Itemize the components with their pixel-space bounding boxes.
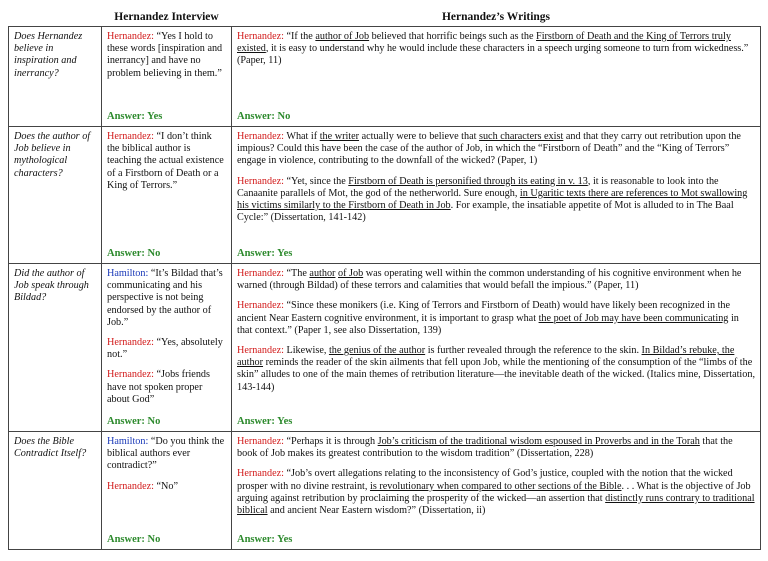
table-row bbox=[9, 127, 761, 264]
interview-answer: Answer: Yes bbox=[107, 110, 163, 122]
header-interview: Hernandez Interview bbox=[102, 8, 232, 27]
underlined-phrase: such characters exist bbox=[478, 131, 564, 142]
table-row bbox=[9, 264, 761, 432]
quote-text: , it is easy to understand why he would include these characters in a speech urging someone to turn from wickedness.” (Paper, 11) bbox=[237, 43, 749, 67]
quote-text: “Job’s overt allegations relating to the inconsistency of God’s justice, coupled with the notion that the wicked prosper with no divine restraint, bbox=[237, 468, 733, 492]
writing-quote bbox=[237, 300, 755, 337]
quote-text: “Perhaps it is through bbox=[286, 436, 378, 447]
writings-answer: Answer: Yes bbox=[237, 415, 293, 427]
quote-text: and that they carry out retribution upon the impious? Could this have been the case of the author of Job, in which the “Firstborn of Death” and the “King of Terrors” engage in violence, contributing to the downfall of the wicked? (Paper, 1) bbox=[237, 131, 741, 167]
speaker-hamilton: Hamilton: bbox=[107, 436, 149, 447]
quote-text: was operating well within the common understanding of his cognitive environment when he warned (through Bildad) of these terrors and calamities that would befall the impious.” (Paper, 11) bbox=[237, 268, 742, 292]
quote-text: and ancient Near Eastern wisdom?” (Dissertation, ii) bbox=[267, 505, 486, 517]
interview-quote bbox=[107, 131, 226, 192]
interview-quote bbox=[107, 337, 226, 361]
interview-cell bbox=[102, 27, 232, 127]
speaker-hernandez: Hernandez: bbox=[107, 337, 154, 349]
table-row bbox=[9, 432, 761, 550]
interview-answer: Answer: No bbox=[107, 247, 161, 259]
underlined-phrase: author bbox=[309, 268, 336, 279]
underlined-phrase: is revolutionary when compared to other sections of the Bible bbox=[369, 480, 622, 492]
interview-cell bbox=[102, 127, 232, 264]
underlined-phrase: Firstborn of Death and the King of Terrors truly existed bbox=[237, 31, 731, 55]
underlined-phrase: the writer bbox=[319, 131, 360, 142]
writings-answer: Answer: Yes bbox=[237, 533, 293, 545]
header-writings: Hernandez’s Writings bbox=[232, 8, 761, 27]
quote-text: “Do you think the biblical authors ever contradict?” bbox=[107, 436, 225, 472]
quote-text: Likewise, bbox=[286, 345, 329, 357]
comparison-table bbox=[8, 8, 761, 550]
writings-answer: Answer: Yes bbox=[237, 247, 293, 259]
underlined-phrase: In Bildad’s rebuke, the author bbox=[237, 345, 735, 369]
quote-text: “Yes I hold to these words [inspiration and inerrancy] and have no problem believing in them.” bbox=[107, 31, 223, 79]
quote-text: . . . What is the objective of Job arguing against retribution by proclaiming the prosperity of the wicked—an assertion that bbox=[237, 480, 751, 504]
quote-text: “I don’t think the biblical author is teaching the actual existence of a Firstborn of Death or a King of Terrors.” bbox=[107, 131, 224, 191]
speaker-hamilton: Hamilton: bbox=[107, 268, 149, 279]
table-row bbox=[9, 27, 761, 127]
quote-text: “It’s Bildad that’s communicating and his perspective is not being endorsed by the author of Job.” bbox=[107, 268, 223, 328]
speaker-hernandez: Hernandez: bbox=[237, 300, 284, 312]
interview-quote bbox=[107, 369, 226, 406]
interview-cell bbox=[102, 264, 232, 432]
quote-text: “Jobs friends have not spoken proper about God” bbox=[107, 369, 210, 405]
quote-text: “No” bbox=[153, 480, 178, 492]
writing-quote bbox=[237, 176, 755, 225]
speaker-hernandez: Hernandez: bbox=[107, 131, 154, 142]
quote-text: , it is reasonable to look into the Canaanite parallels of Mot, the god of the netherworld. Sure enough, bbox=[237, 175, 719, 199]
quote-text: “The bbox=[286, 268, 310, 279]
writing-quote bbox=[237, 31, 755, 68]
writings-cell bbox=[232, 264, 761, 432]
quote-text: reminds the reader of the skin ailments that fell upon Job, while the mentioning of the consumption of the “limbs of the skin” alludes to one of the main themes of retribution literature—the inevitable death of the wicked. (Italics mine, Dissertation, 143-144) bbox=[237, 357, 755, 393]
question-cell: Did the author of Job speak through Bildad? bbox=[9, 264, 102, 432]
underlined-phrase: the poet of Job may have been communicating bbox=[538, 312, 729, 324]
interview-quote bbox=[107, 436, 226, 473]
writings-cell bbox=[232, 432, 761, 550]
interview-quote bbox=[107, 31, 226, 80]
question-cell: Does the Bible Contradict Itself? bbox=[9, 432, 102, 550]
quote-text: that the book of Job makes its greatest contribution to the wisdom tradition” (Dissertation, 228) bbox=[237, 436, 733, 460]
quote-text: . For example, the insatiable appetite of Mot is alluded to in The Baal Cycle:” (Dissertation, 141-142) bbox=[237, 200, 734, 224]
quote-text: “If the bbox=[286, 31, 316, 42]
header-question bbox=[9, 8, 102, 27]
quote-text: in that context.” (Paper 1, see also Dissertation, 139) bbox=[237, 312, 739, 336]
speaker-hernandez: Hernandez: bbox=[237, 345, 284, 357]
quote-text: believed that horrific beings such as the bbox=[369, 31, 537, 42]
writing-quote bbox=[237, 468, 755, 517]
underlined-phrase: Firstborn of Death is personified through its eating in v. 13 bbox=[348, 175, 588, 187]
writing-quote bbox=[237, 268, 755, 292]
writings-answer: Answer: No bbox=[237, 110, 291, 122]
underlined-phrase: author of Job bbox=[315, 31, 370, 42]
quote-text: What if bbox=[286, 131, 320, 142]
writing-quote bbox=[237, 436, 755, 460]
quote-text: “Yes, absolutely not.” bbox=[107, 337, 223, 361]
underlined-phrase: Job’s criticism of the traditional wisdom espoused in Proverbs and in the Torah bbox=[377, 436, 700, 447]
speaker-hernandez: Hernandez: bbox=[107, 31, 154, 42]
writings-cell bbox=[232, 127, 761, 264]
speaker-hernandez: Hernandez: bbox=[237, 436, 284, 447]
speaker-hernandez: Hernandez: bbox=[237, 468, 284, 480]
speaker-hernandez: Hernandez: bbox=[107, 369, 154, 381]
quote-text: “Since these monikers (i.e. King of Terrors and Firstborn of Death) would have likely been recognized in the ancient Near Eastern cognitive environment, it is important to grasp what bbox=[237, 300, 731, 324]
writing-quote bbox=[237, 345, 755, 394]
quote-text: “Yet, since the bbox=[286, 175, 349, 187]
speaker-hernandez: Hernandez: bbox=[237, 268, 284, 279]
writings-cell bbox=[232, 27, 761, 127]
interview-answer: Answer: No bbox=[107, 415, 161, 427]
quote-text: is further revealed through the reference to the skin. bbox=[425, 345, 642, 357]
interview-quote bbox=[107, 481, 226, 493]
table-header-row bbox=[9, 8, 761, 27]
speaker-hernandez: Hernandez: bbox=[237, 131, 284, 142]
speaker-hernandez: Hernandez: bbox=[107, 480, 154, 492]
interview-quote bbox=[107, 268, 226, 329]
question-cell: Does Hernandez believe in inspiration and inerrancy? bbox=[9, 27, 102, 127]
underlined-phrase: of Job bbox=[338, 268, 364, 279]
quote-text: actually were to believe that bbox=[359, 131, 479, 142]
underlined-phrase: the genius of the author bbox=[328, 345, 426, 357]
interview-cell bbox=[102, 432, 232, 550]
underlined-phrase: in Ugaritic texts there are references to Mot swallowing his victims similarly to the Firstborn of Death in Job bbox=[237, 187, 748, 212]
question-cell: Does the author of Job believe in mythological characters? bbox=[9, 127, 102, 264]
underlined-phrase: distinctly runs contrary to traditional biblical bbox=[237, 492, 755, 517]
writing-quote bbox=[237, 131, 755, 168]
speaker-hernandez: Hernandez: bbox=[237, 31, 284, 42]
interview-answer: Answer: No bbox=[107, 533, 161, 545]
speaker-hernandez: Hernandez: bbox=[237, 175, 284, 187]
